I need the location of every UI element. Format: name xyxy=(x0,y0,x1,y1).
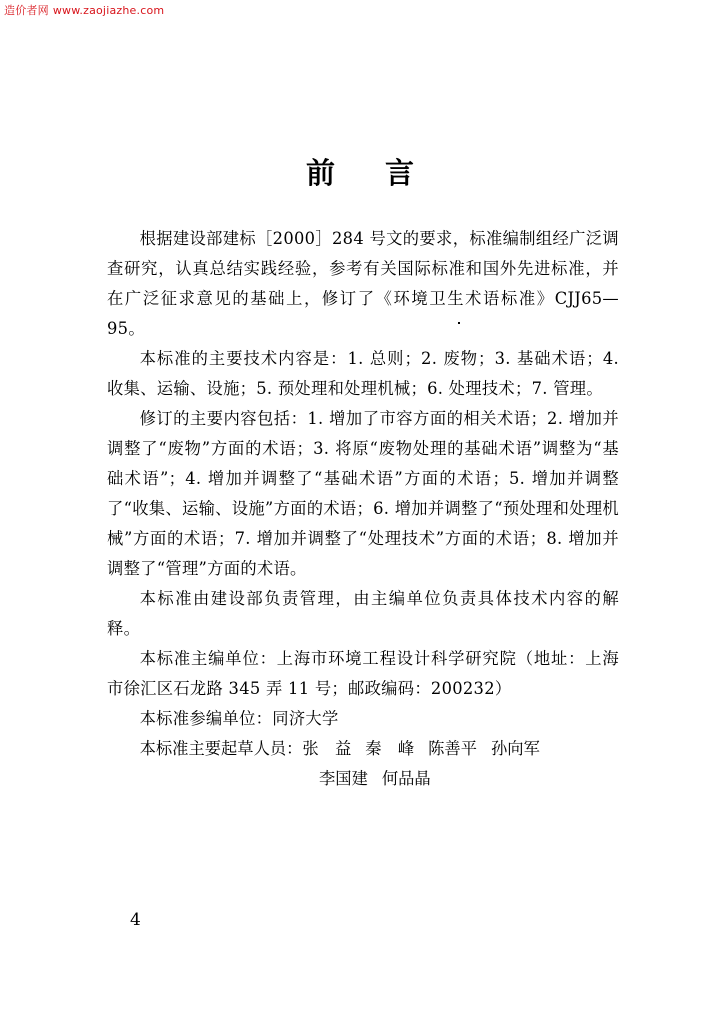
drafters-line-1 xyxy=(107,734,619,764)
watermark-url[interactable]: www.zaojiazhe.com xyxy=(52,4,165,17)
document-body xyxy=(107,224,619,794)
drafter-name: 陈善平 xyxy=(428,739,477,758)
drafters-line-2 xyxy=(107,764,619,794)
paragraph-main-content: 本标准的主要技术内容是：1. 总则；2. 废物；3. 基础术语；4. 收集、运输、设施；5. 预处理和处理机械；6. 处理技术；7. 管理。 xyxy=(107,349,619,398)
page-title: 前言 xyxy=(305,156,464,190)
paragraph-revisions: 修订的主要内容包括：1. 增加了市容方面的相关术语；2. 增加并调整了“废物”方面的术语；3. 将原“废物处理的基础术语”调整为“基础术语”；4. 增加并调整了“基础术语”方面的术语；5. 增加并调整了“收集、运输、设施”方面的术语；6. 增加并调整了“预处理和处理机械”方面的术语；7. 增加并调整了“处理技术”方面的术语；8. 增加并调整了“管理”方面的术语。 xyxy=(107,409,619,578)
paragraph-mandate: 根据建设部建标［2000］284 号文的要求，标准编制组经广泛调查研究，认真总结实践经验，参考有关国际标准和国外先进标准，并在广泛征求意见的基础上，修订了《环境卫生术语标准》CJJ65—95。 xyxy=(107,229,619,338)
drafter-name: 何品晶 xyxy=(381,769,431,788)
drafter-name: 李国建 xyxy=(319,769,368,788)
drafter-name: 秦 峰 xyxy=(365,739,415,758)
page-number: 4 xyxy=(130,910,141,930)
paragraph-management: 本标准由建设部负责管理，由主编单位负责具体技术内容的解释。 xyxy=(107,589,619,638)
drafter-name: 张 益 xyxy=(302,739,352,758)
watermark-site-name: 造价者网 xyxy=(4,4,49,17)
paragraph-participating-unit: 本标准参编单位：同济大学 xyxy=(139,709,339,728)
watermark xyxy=(4,2,164,18)
paragraph-chief-editor: 本标准主编单位：上海市环境工程设计科学研究院（地址：上海市徐汇区石龙路 345 弄 11 号；邮政编码：200232） xyxy=(107,649,619,698)
drafter-name: 孙向军 xyxy=(491,739,540,758)
drafters-label: 本标准主要起草人员： xyxy=(139,739,303,758)
